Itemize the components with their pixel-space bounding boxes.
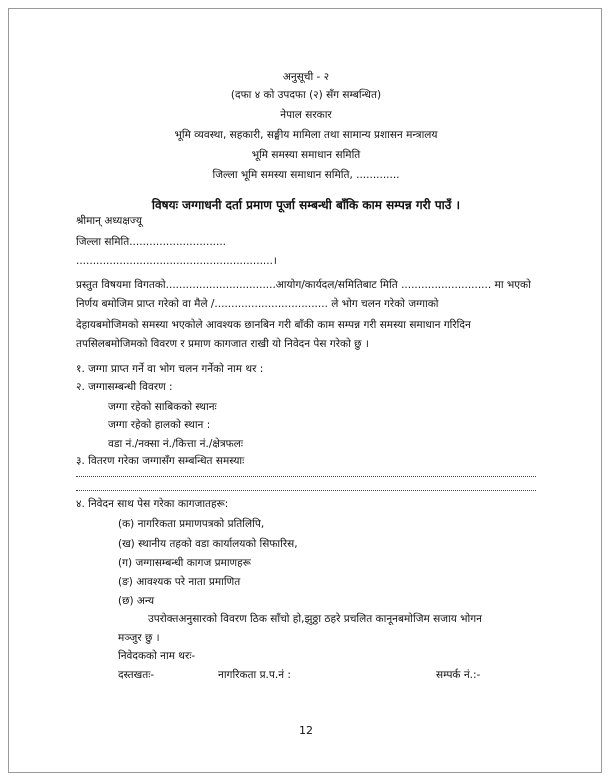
contact-number-label: सम्पर्क नं.:-	[436, 669, 481, 681]
doc-other: (छ) अन्य	[118, 595, 155, 607]
ministry-name: भूमि व्यवस्था, सहकारी, सङ्घीय मामिला तथा सामान्य प्रशासन मन्त्रालय	[174, 129, 438, 141]
page-number: 12	[299, 724, 313, 737]
doc-land-evidence: (ग) जग्गासम्बन्धी कागज प्रमाणहरू	[118, 557, 251, 569]
declaration-line-2: मञ्जुर छु ।	[118, 632, 160, 644]
item-2: २. जग्गासम्बन्धी विवरण :	[76, 381, 173, 393]
citizenship-number-label: नागरिकता प्र.प.नं :	[218, 669, 291, 681]
annex-label: अनुसूची - २	[282, 71, 330, 83]
doc-ward-recommendation: (ख) स्थानीय तहको वडा कार्यालयको सिफारिस,	[118, 538, 298, 550]
subject-line: विषयः जग्गाधनी दर्ता प्रमाण पूर्जा सम्बन्धी बाँकि काम सम्पन्न गरी पाउँ ।	[151, 198, 461, 212]
problem-dotted-line-1	[76, 476, 536, 477]
address-district-committee: जिल्ला समिति.............................	[76, 236, 227, 248]
item-1: १. जग्गा प्राप्त गर्ने वा भोग चलन गर्नेको नाम थर :	[76, 363, 264, 375]
salutation: श्रीमान् अध्यक्षज्यू	[76, 215, 143, 227]
item-2-current-location: जग्गा रहेको हालको स्थान :	[108, 419, 211, 431]
body-line-4: तपसिलबमोजिमको विवरण र प्रमाण कागजात राखी यो निवेदन पेस गरेको छु ।	[76, 338, 369, 350]
government-name: नेपाल सरकार	[280, 109, 332, 121]
doc-relation-proof: (ङ) आवश्यक परे नाता प्रमाणित	[118, 576, 241, 588]
declaration-line-1: उपरोक्तअनुसारको विवरण ठिक साँचो हो,झुठ्ठा ठहरे प्रचलित कानूनबमोजिम सजाय भोगन	[148, 613, 482, 625]
problem-dotted-line-2	[76, 490, 536, 491]
body-line-1: प्रस्तुत विषयमा विगतको.................................आयोग/कार्यदल/समितिबाट मिति ........................... मा भएको	[76, 279, 531, 291]
body-line-2: निर्णय बमोजिम प्राप्त गरेको वा मैले /.................................. ले भोग चलन गरेको जग्गाको	[76, 298, 439, 310]
signature-label: दस्तखतः-	[118, 669, 155, 681]
item-2-parcel-details: वडा नं./नक्सा नं./कित्ता नं./क्षेत्रफलः	[108, 438, 244, 450]
applicant-name-label: निवेदकको नाम थरः-	[118, 650, 196, 662]
district-committee-name: जिल्ला भूमि समस्या समाधान समिति, .............	[212, 169, 400, 181]
address-place: ...........................................................।	[76, 255, 277, 267]
doc-citizenship-copy: (क) नागरिकता प्रमाणपत्रको प्रतिलिपि,	[118, 518, 265, 530]
item-3: ३. वितरण गरेका जग्गासँग सम्बन्धित समस्याः	[76, 455, 245, 467]
body-line-3: देहायबमोजिमको समस्या भएकोले आवश्यक छानबिन गरी बाँकी काम सम्पन्न गरी समस्या समाधान गरिदिन	[76, 319, 471, 331]
item-2-old-location: जग्गा रहेको साबिकको स्थानः	[108, 401, 217, 413]
section-reference: (दफा ४ को उपदफा (२) सँग सम्बन्धित)	[230, 89, 382, 101]
committee-name: भूमि समस्या समाधान समिति	[251, 149, 361, 161]
item-4: ४. निवेदन साथ पेस गरेका कागजातहरू:	[76, 498, 229, 510]
